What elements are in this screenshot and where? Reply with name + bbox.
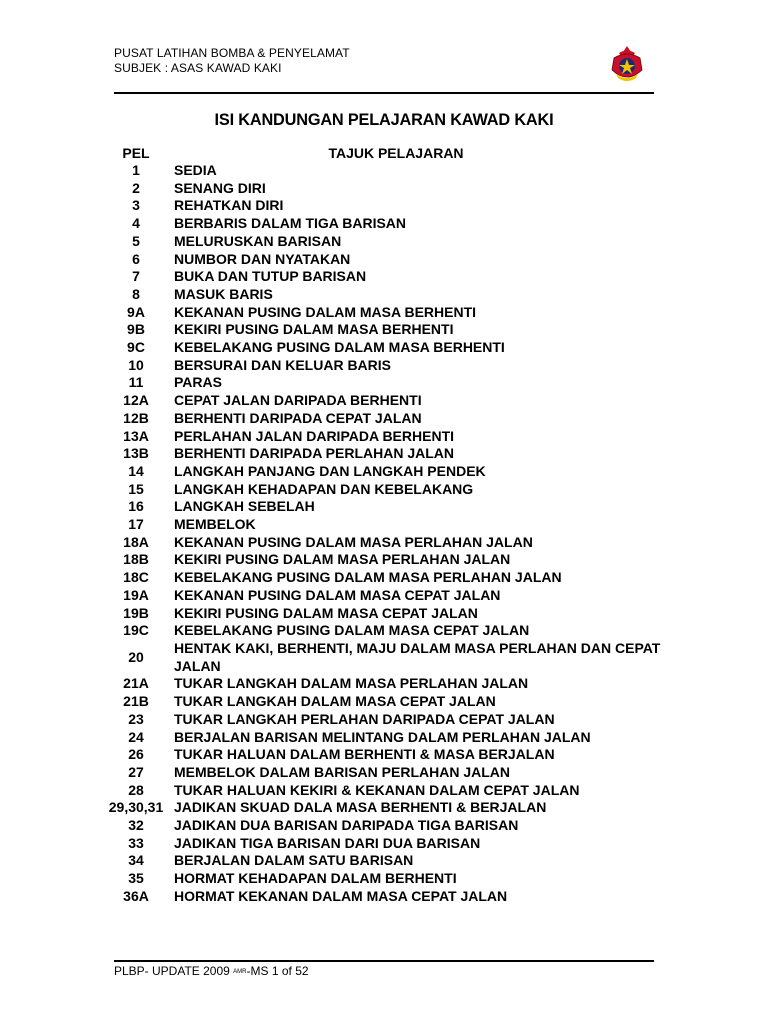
lesson-title: HORMAT KEHADAPAN DALAM BERHENTI xyxy=(174,870,457,887)
lesson-number: 28 xyxy=(128,781,144,798)
footer-initials: AMR xyxy=(233,969,247,975)
table-body xyxy=(106,162,666,906)
header-org: PUSAT LATIHAN BOMBA & PENYELAMAT xyxy=(114,46,350,60)
lesson-number: 35 xyxy=(128,870,144,887)
table-row xyxy=(106,799,666,817)
lesson-title: KEBELAKANG PUSING DALAM MASA CEPAT JALAN xyxy=(174,622,530,639)
table-row xyxy=(106,251,666,269)
lesson-title: KEKIRI PUSING DALAM MASA BERHENTI xyxy=(174,321,454,338)
lesson-number: 18C xyxy=(123,569,149,586)
lesson-title: BUKA DAN TUTUP BARISAN xyxy=(174,268,367,285)
lesson-title: HENTAK KAKI, BERHENTI, MAJU DALAM MASA PERLAHAN DAN CEPAT JALAN xyxy=(174,639,661,674)
lesson-title: KEBELAKANG PUSING DALAM MASA PERLAHAN JALAN xyxy=(174,569,562,586)
lesson-title: TUKAR HALUAN KEKIRI & KEKANAN DALAM CEPAT JALAN xyxy=(174,781,580,798)
table-row xyxy=(106,817,666,835)
table-row xyxy=(106,215,666,233)
footer-update: PLBP- UPDATE 2009 xyxy=(114,964,234,978)
lesson-number: 19A xyxy=(123,586,149,603)
lesson-title: MEMBELOK xyxy=(174,516,256,533)
lesson-title: KEKIRI PUSING DALAM MASA CEPAT JALAN xyxy=(174,604,478,621)
table-row xyxy=(106,286,666,304)
lesson-title: KEKIRI PUSING DALAM MASA PERLAHAN JALAN xyxy=(174,551,511,568)
header-rule xyxy=(114,92,654,94)
lesson-number: 34 xyxy=(128,852,144,869)
table-row xyxy=(106,746,666,764)
table-row xyxy=(106,693,666,711)
lesson-title: KEKANAN PUSING DALAM MASA BERHENTI xyxy=(174,303,477,320)
table-row xyxy=(106,782,666,800)
lesson-title: TUKAR LANGKAH DALAM MASA CEPAT JALAN xyxy=(174,693,496,710)
lesson-title: BERJALAN DALAM SATU BARISAN xyxy=(174,852,414,869)
bomba-emblem-icon xyxy=(604,44,650,84)
lesson-number: 9A xyxy=(127,303,145,320)
lesson-number: 15 xyxy=(128,480,144,497)
table-header-row xyxy=(106,144,666,162)
table-row xyxy=(106,587,666,605)
table-row xyxy=(106,481,666,499)
lesson-title: LANGKAH KEHADAPAN DAN KEBELAKANG xyxy=(174,480,474,497)
lesson-title: MELURUSKAN BARISAN xyxy=(174,232,342,249)
table-row xyxy=(106,764,666,782)
lesson-title: MEMBELOK DALAM BARISAN PERLAHAN JALAN xyxy=(174,763,510,780)
lesson-number: 2 xyxy=(132,179,140,196)
lesson-number: 9C xyxy=(127,339,145,356)
lesson-number: 19B xyxy=(123,604,149,621)
lesson-number: 13B xyxy=(123,445,149,462)
lesson-title: BERSURAI DAN KELUAR BARIS xyxy=(174,356,392,373)
lesson-number: 18B xyxy=(123,551,149,568)
table-row xyxy=(106,516,666,534)
table-row xyxy=(106,357,666,375)
lesson-number: 1 xyxy=(132,162,140,178)
table-row xyxy=(106,410,666,428)
table-row xyxy=(106,605,666,623)
table-row xyxy=(106,374,666,392)
lesson-number: 10 xyxy=(128,356,144,373)
lesson-title: BERBARIS DALAM TIGA BARISAN xyxy=(174,215,407,232)
lesson-title: HORMAT KEKANAN DALAM MASA CEPAT JALAN xyxy=(174,887,508,904)
table-row xyxy=(106,498,666,516)
lesson-number: 21B xyxy=(123,693,149,710)
table-row xyxy=(106,675,666,693)
table-row xyxy=(106,569,666,587)
lesson-number: 13A xyxy=(123,427,149,444)
table-row xyxy=(106,870,666,888)
page-title: ISI KANDUNGAN PELAJARAN KAWAD KAKI xyxy=(214,110,554,129)
lesson-title: BERHENTI DARIPADA PERLAHAN JALAN xyxy=(174,445,455,462)
page-footer xyxy=(114,964,309,978)
lesson-title: BERHENTI DARIPADA CEPAT JALAN xyxy=(174,409,422,426)
lesson-number: 21A xyxy=(123,675,149,692)
table-row xyxy=(106,640,666,675)
table-row xyxy=(106,445,666,463)
lesson-number: 24 xyxy=(128,728,144,745)
table-row xyxy=(106,835,666,853)
table-row xyxy=(106,268,666,286)
table-row xyxy=(106,463,666,481)
lesson-title: JADIKAN SKUAD DALA MASA BERHENTI & BERJALAN xyxy=(174,799,547,816)
lesson-number: 14 xyxy=(128,462,144,479)
footer-rule xyxy=(114,960,654,962)
table-row xyxy=(106,729,666,747)
lesson-number: 12B xyxy=(123,409,149,426)
column-header-pel: PEL xyxy=(122,145,150,161)
lesson-number: 7 xyxy=(132,268,140,285)
lesson-title: JADIKAN DUA BARISAN DARIPADA TIGA BARISAN xyxy=(174,817,519,834)
lesson-title: LANGKAH PANJANG DAN LANGKAH PENDEK xyxy=(174,462,486,479)
lesson-title: TUKAR HALUAN DALAM BERHENTI & MASA BERJALAN xyxy=(174,746,555,763)
table-row xyxy=(106,339,666,357)
table-row xyxy=(106,852,666,870)
lesson-number: 32 xyxy=(128,817,144,834)
lesson-number: 29,30,31 xyxy=(108,799,164,816)
table-row xyxy=(106,321,666,339)
lesson-number: 11 xyxy=(128,374,144,391)
table-row xyxy=(106,622,666,640)
lesson-number: 16 xyxy=(128,498,144,515)
lesson-number: 26 xyxy=(128,746,144,763)
lesson-number: 33 xyxy=(128,834,144,851)
lesson-title: KEKANAN PUSING DALAM MASA CEPAT JALAN xyxy=(174,586,501,603)
lesson-title: KEBELAKANG PUSING DALAM MASA BERHENTI xyxy=(174,339,505,356)
table-row xyxy=(106,197,666,215)
column-header-title: TAJUK PELAJARAN xyxy=(328,145,464,161)
lesson-number: 19C xyxy=(123,622,149,639)
table-row xyxy=(106,888,666,906)
lesson-title: BERJALAN BARISAN MELINTANG DALAM PERLAHAN JALAN xyxy=(174,728,591,745)
lesson-number: 5 xyxy=(132,232,140,249)
table-row xyxy=(106,304,666,322)
lesson-number: 3 xyxy=(132,197,140,214)
lesson-title: PARAS xyxy=(174,374,222,391)
lesson-title: JADIKAN TIGA BARISAN DARI DUA BARISAN xyxy=(174,834,481,851)
table-row xyxy=(106,428,666,446)
lesson-title: TUKAR LANGKAH DALAM MASA PERLAHAN JALAN xyxy=(174,675,529,692)
lesson-title: SEDIA xyxy=(174,162,217,178)
lesson-title: PERLAHAN JALAN DARIPADA BERHENTI xyxy=(174,427,455,444)
contents-table xyxy=(106,144,666,906)
lesson-number: 17 xyxy=(128,516,144,533)
lesson-number: 12A xyxy=(123,392,149,409)
lesson-title: KEKANAN PUSING DALAM MASA PERLAHAN JALAN xyxy=(174,533,533,550)
lesson-number: 6 xyxy=(132,250,140,267)
lesson-number: 4 xyxy=(132,215,140,232)
lesson-number: 23 xyxy=(128,710,144,727)
table-row xyxy=(106,392,666,410)
table-row xyxy=(106,180,666,198)
lesson-title: LANGKAH SEBELAH xyxy=(174,498,315,515)
lesson-title: NUMBOR DAN NYATAKAN xyxy=(174,250,351,267)
lesson-number: 36A xyxy=(123,887,149,904)
lesson-title: TUKAR LANGKAH PERLAHAN DARIPADA CEPAT JALAN xyxy=(174,710,555,727)
lesson-number: 27 xyxy=(128,763,144,780)
document-header xyxy=(114,46,350,76)
table-row xyxy=(106,711,666,729)
lesson-number: 20 xyxy=(128,648,144,665)
table-row xyxy=(106,233,666,251)
table-row xyxy=(106,551,666,569)
lesson-number: 18A xyxy=(123,533,149,550)
lesson-title: MASUK BARIS xyxy=(174,285,273,302)
lesson-number: 9B xyxy=(127,321,145,338)
lesson-title: CEPAT JALAN DARIPADA BERHENTI xyxy=(174,392,422,409)
table-row xyxy=(106,534,666,552)
table-row xyxy=(106,162,666,180)
lesson-number: 8 xyxy=(132,285,140,302)
lesson-title: SENANG DIRI xyxy=(174,179,266,196)
footer-page-number: -MS 1 of 52 xyxy=(246,964,309,978)
header-subject: SUBJEK : ASAS KAWAD KAKI xyxy=(114,61,282,75)
lesson-title: REHATKAN DIRI xyxy=(174,197,284,214)
